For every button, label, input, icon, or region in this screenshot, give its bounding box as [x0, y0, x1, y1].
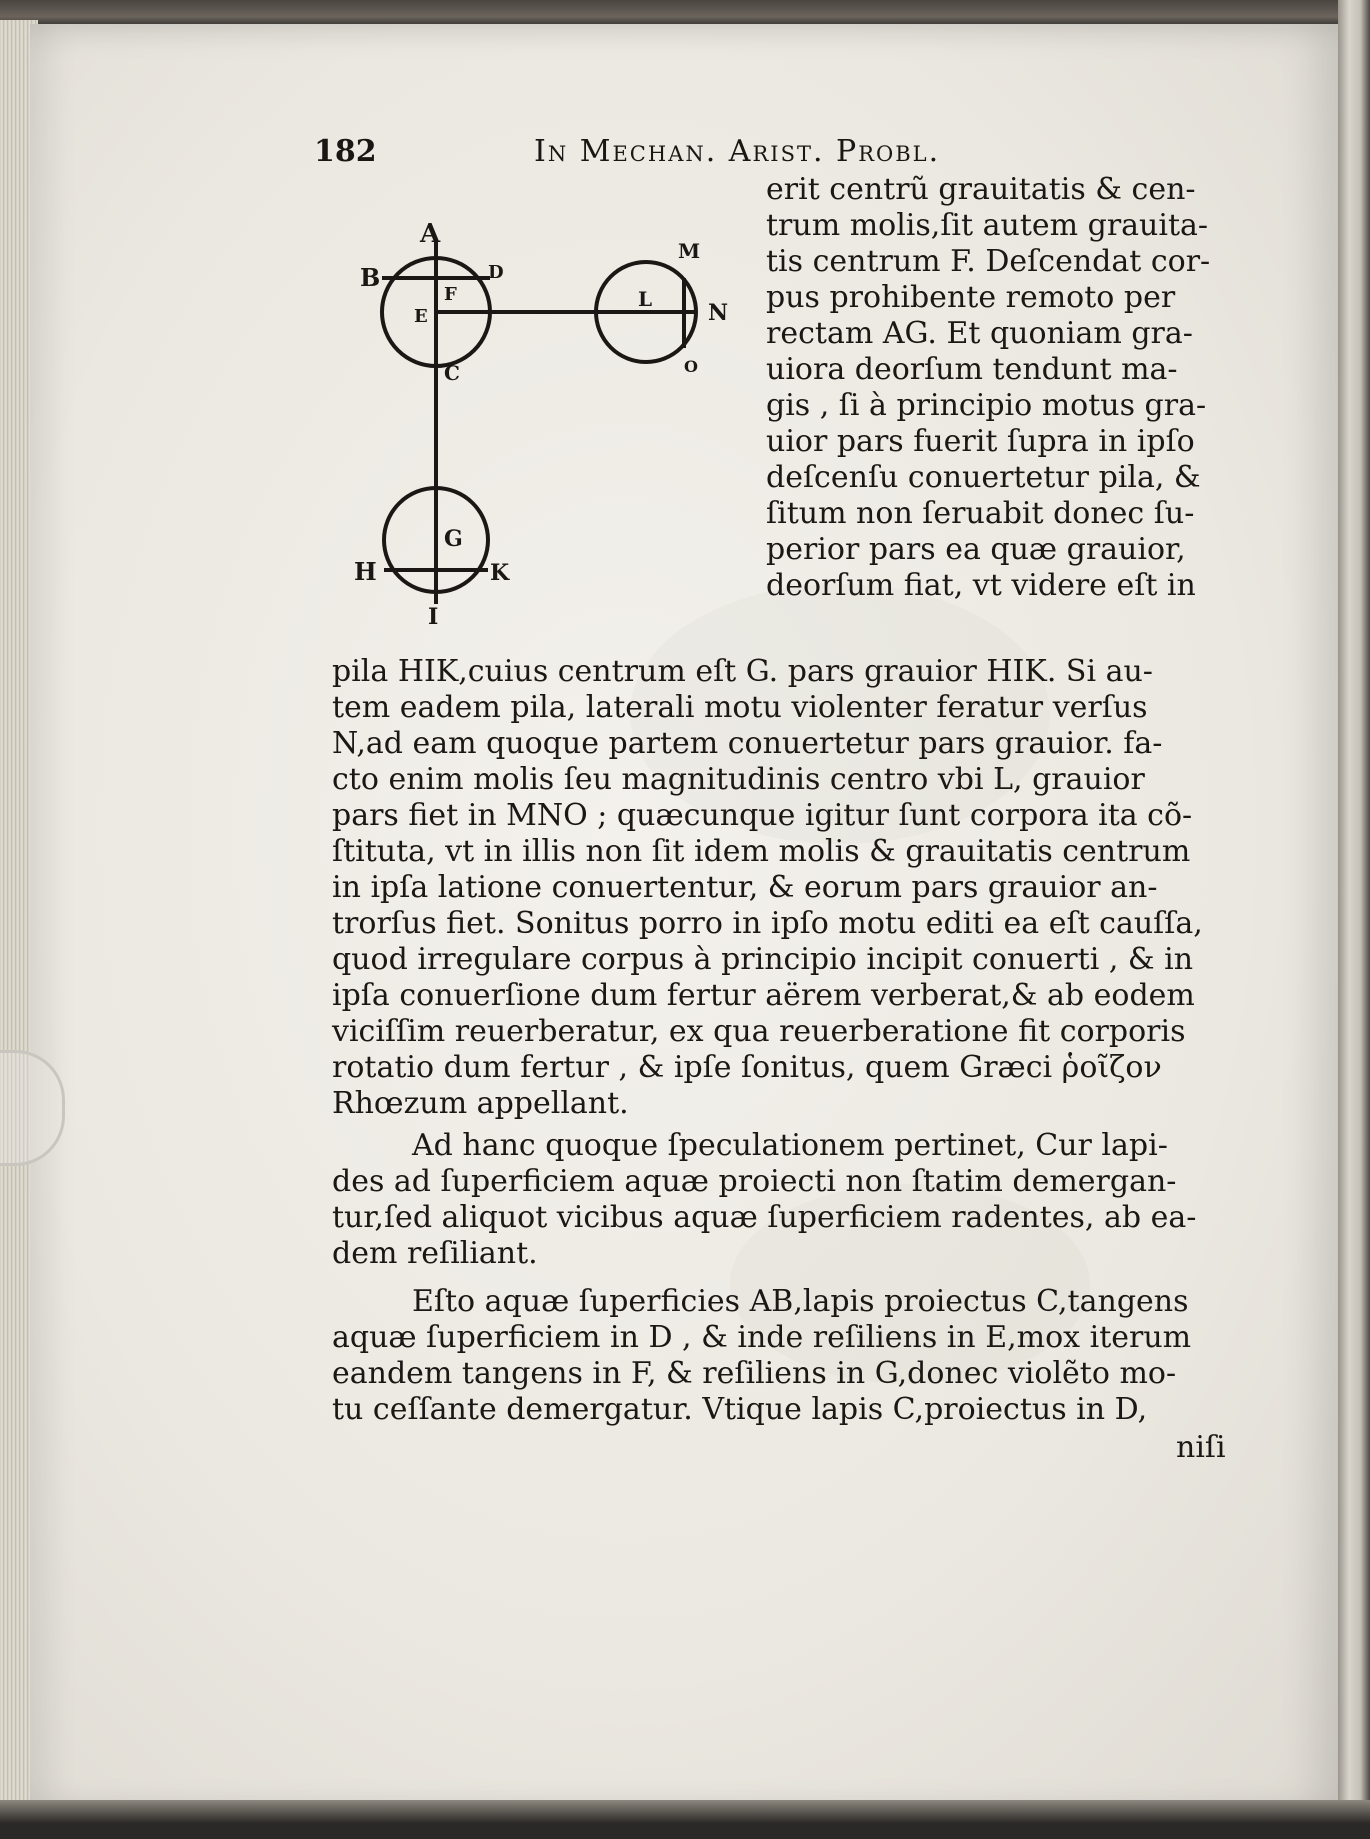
column-line: uior pars fuerit ſupra in ipſo [766, 424, 1195, 459]
body-line: tem eadem pila, laterali motu violenter feratur verſus [332, 690, 1148, 725]
body-line: pila HIK,cuius centrum eſt G. pars grauior HIK. Si au- [332, 654, 1153, 689]
body-line: ipſa conuerſione dum fertur aërem verberat,& ab eodem [332, 978, 1195, 1013]
label-n: N [708, 300, 729, 326]
body-line: quod irregulare corpus à principio incipit conuerti , & in [332, 942, 1194, 977]
column-line: deſcenſu conuertetur pila, & [766, 460, 1201, 495]
body-line: aquæ ſuperficiem in D , & inde reſiliens in E,mox iterum [332, 1320, 1192, 1355]
body-line: ſtituta, vt in illis non ſit idem molis & grauitatis centrum [332, 834, 1191, 869]
page-gutter [1338, 0, 1370, 1839]
catchword: niſi [1176, 1430, 1226, 1465]
book-bottom-edge [0, 1800, 1370, 1839]
column-line: uiora deorſum tendunt ma- [766, 352, 1178, 387]
column-line: trum molis,ſit autem grauita- [766, 208, 1209, 243]
body-line: cto enim molis ſeu magnitudinis centro vbi L, grauior [332, 762, 1145, 797]
body-line: tur,ſed aliquot vicibus aquæ ſuperficiem radentes, ab ea- [332, 1200, 1197, 1235]
label-m: M [678, 239, 701, 263]
label-i: I [428, 604, 439, 630]
body-line: in ipſa latione conuertentur, & eorum pars grauior an- [332, 870, 1158, 905]
label-f: F [444, 284, 457, 305]
column-line: gis , ſi à principio motus gra- [766, 388, 1207, 423]
body-line: trorſus fiet. Sonitus porro in ipſo motu editi ea eſt cauſſa, [332, 906, 1203, 941]
body-line: pars fiet in MNO ; quæcunque igitur ſunt corpora ita cõ- [332, 798, 1193, 833]
body-line: Rhœzum appellant. [332, 1086, 629, 1121]
body-line: dem reſiliant. [332, 1236, 538, 1271]
column-line: pus prohibente remoto per [766, 280, 1176, 315]
label-g: G [444, 526, 463, 552]
column-line: deorſum fiat, vt videre eſt in [766, 568, 1196, 603]
column-line: rectam AG. Et quoniam gra- [766, 316, 1193, 351]
column-line: perior pars ea quæ grauior, [766, 532, 1186, 567]
column-line: ſitum non ſeruabit donec ſu- [766, 496, 1195, 531]
body-line: rotatio dum fertur , & ipſe ſonitus, quem Græci ῥοῖζον [332, 1050, 1162, 1085]
label-c: C [444, 361, 460, 385]
page-number: 182 [314, 134, 377, 169]
label-o: O [684, 357, 698, 376]
body-line: Eſto aquæ ſuperficies AB,lapis proiectus C,tangens [412, 1284, 1189, 1319]
body-line: eandem tangens in F, & reſiliens in G,donec violẽto mo- [332, 1356, 1177, 1391]
label-d: D [488, 262, 504, 283]
label-b: B [360, 263, 381, 292]
running-head: In Mechan. Arist. Probl. [534, 134, 941, 169]
body-line: viciſſim reuerberatur, ex qua reuerberatione fit corporis [332, 1014, 1186, 1049]
body-line: tu ceſſante demergatur. Vtique lapis C,proiectus in D, [332, 1392, 1148, 1427]
body-line: N,ad eam quoque partem conuertetur pars grauior. fa- [332, 726, 1163, 761]
sphere-diagram [340, 220, 750, 630]
label-a: A [420, 220, 441, 249]
label-k: K [490, 560, 510, 586]
column-line: tis centrum F. Deſcendat cor- [766, 244, 1211, 279]
column-line: erit centrũ grauitatis & cen- [766, 172, 1196, 207]
body-line: des ad ſuperficiem aquæ proiecti non ſtatim demergan- [332, 1164, 1177, 1199]
label-l: L [638, 287, 653, 311]
body-line: Ad hanc quoque ſpeculationem pertinet, Cur lapi- [412, 1128, 1168, 1163]
label-h: H [354, 557, 377, 586]
label-e: E [414, 306, 428, 327]
